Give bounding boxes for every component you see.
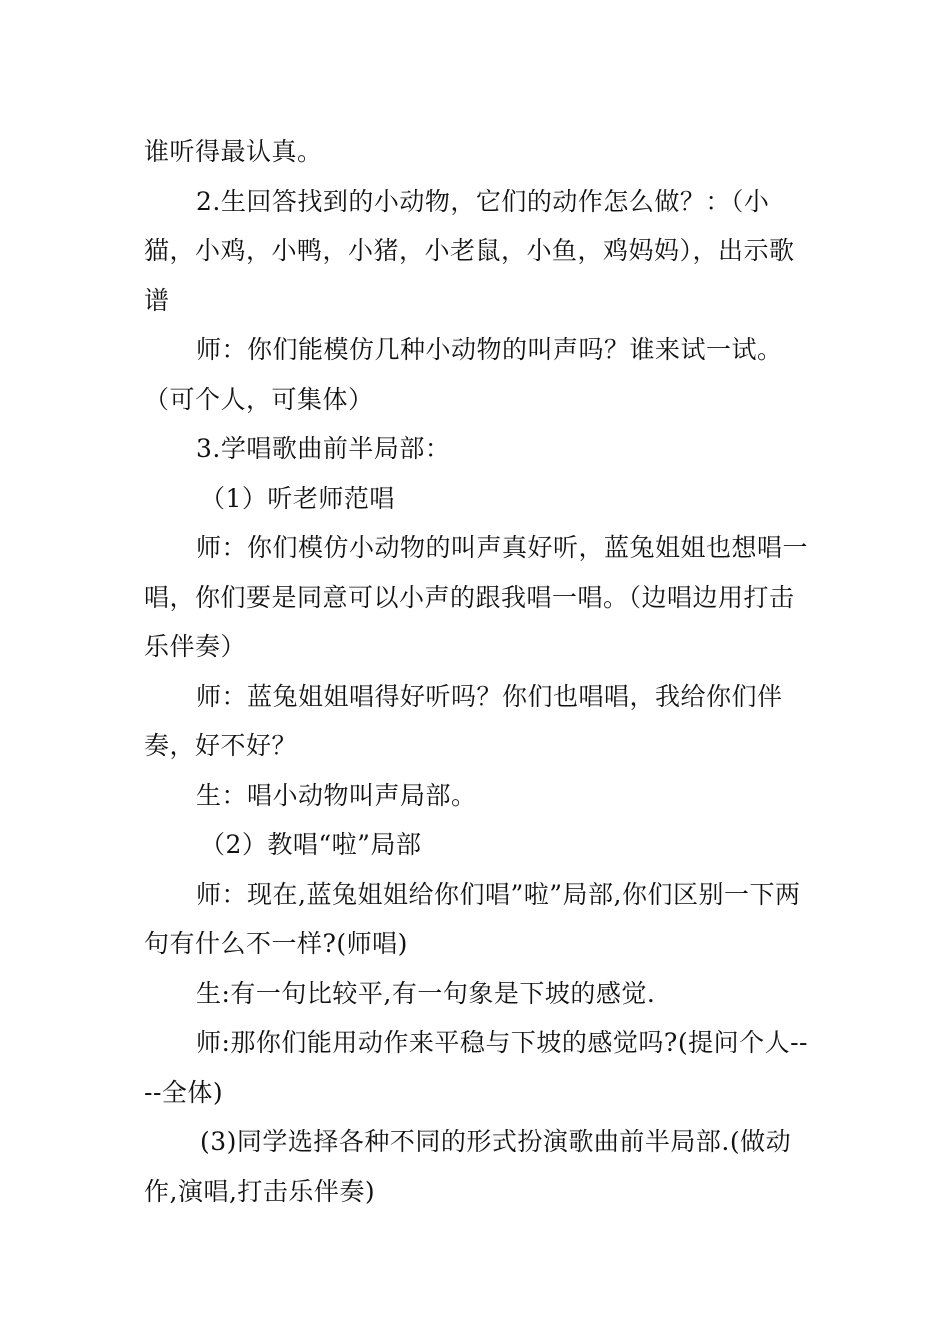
paragraph-teacher-motion: 师:那你们能用动作来平稳与下坡的感觉吗?(提问个人----全体) [144,1028,808,1107]
paragraph-step-2: 2.生回答找到的小动物，它们的动作怎么做？：（小猫，小鸡，小鸭，小猪，小老鼠，小鱼，鸡妈妈），出示歌谱 [144,186,795,315]
paragraph-step-3: 3.学唱歌曲前半局部： [196,434,451,463]
document-body [144,127,809,1216]
paragraph-student-sing: 生：唱小动物叫声局部。 [196,780,477,810]
paragraph-substep-1: （1）听老师范唱 [200,483,395,513]
paragraph-continuation: 谁听得最认真。 [144,137,323,166]
paragraph-substep-2: （2）教唱“啦”局部 [200,830,422,859]
paragraph-teacher-imitate: 师：你们能模仿几种小动物的叫声吗？谁来试一试。（可个人，可集体） [144,335,783,414]
paragraph-substep-3: (3)同学选择各种不同的形式扮演歌曲前半局部.(做动作,演唱,打击乐伴奏) [144,1127,792,1206]
paragraph-teacher-la: 师：现在,蓝兔姐姐给你们唱”啦”局部,你们区别一下两句有什么不一样?(师唱) [144,879,801,958]
paragraph-teacher-sing: 师：你们模仿小动物的叫声真好听，蓝兔姐姐也想唱一唱，你们要是同意可以小声的跟我唱一唱。（边唱边用打击乐伴奏） [144,533,809,661]
paragraph-student-answer: 生:有一句比较平,有一句象是下坡的感觉. [196,978,656,1008]
paragraph-teacher-ask: 师：蓝兔姐姐唱得好听吗？你们也唱唱，我给你们伴奏，好不好？ [144,681,783,760]
